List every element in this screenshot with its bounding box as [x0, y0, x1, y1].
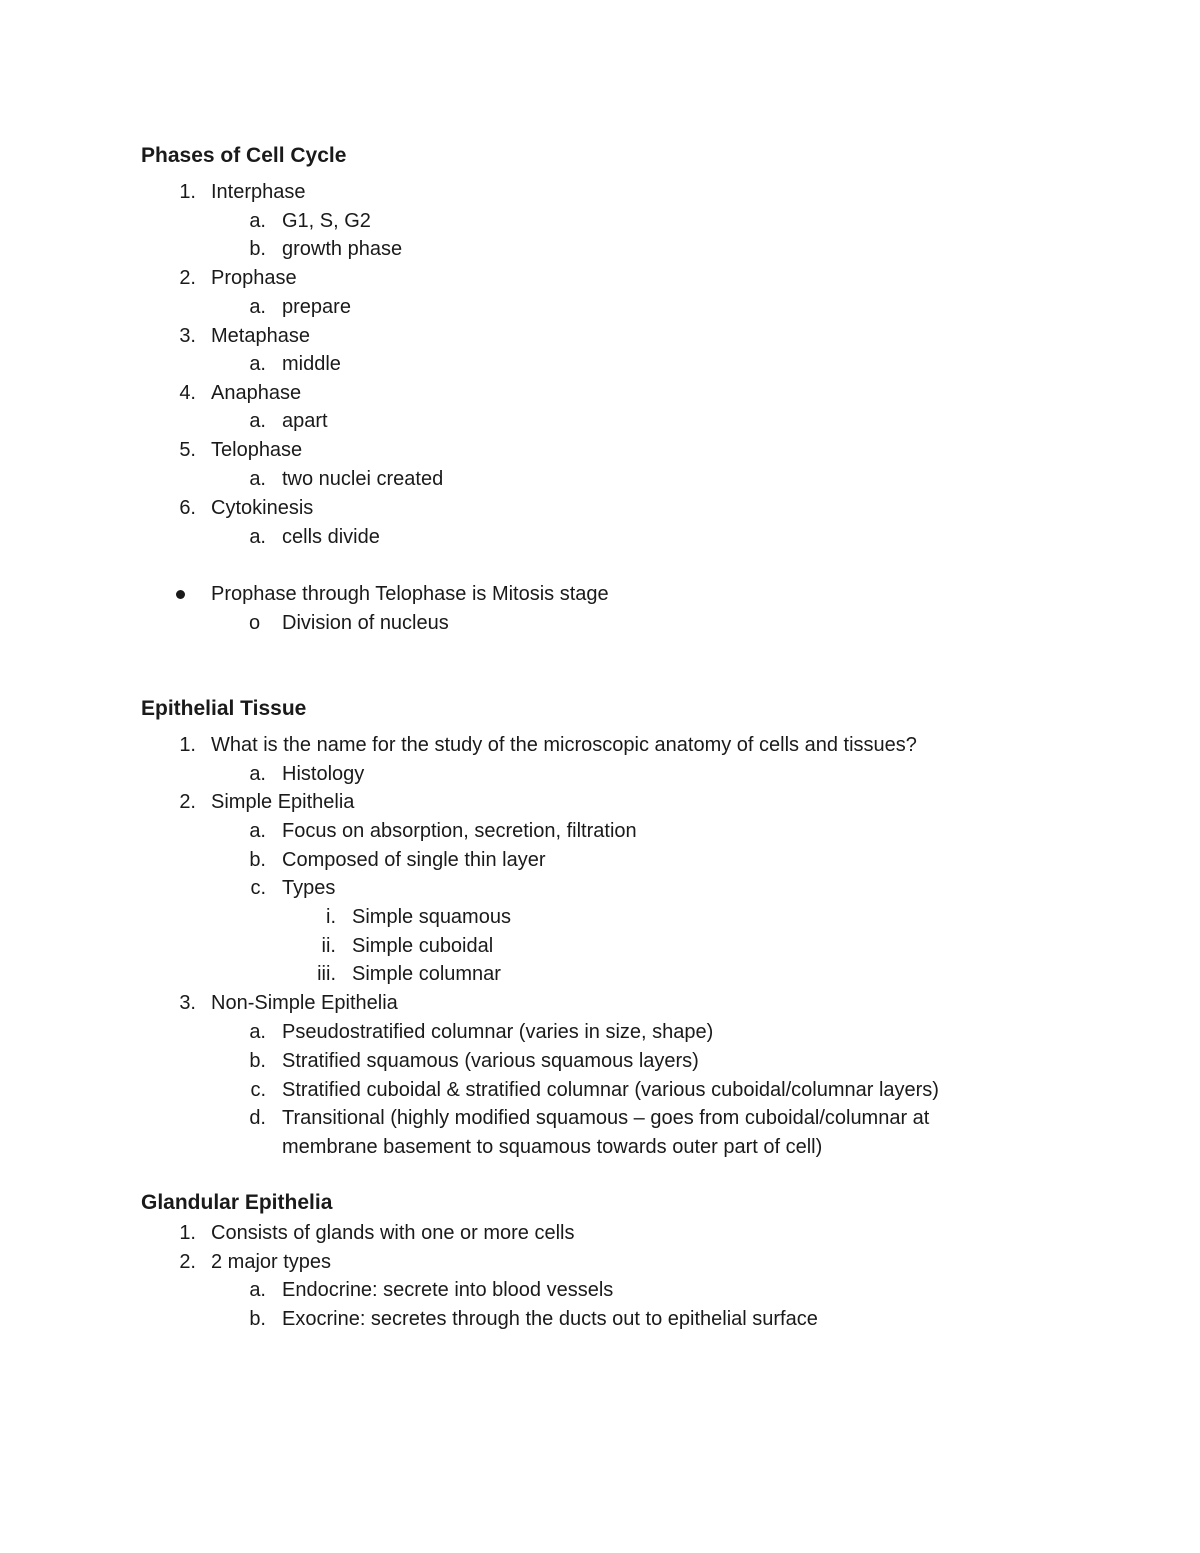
- list-marker: c.: [250, 877, 266, 899]
- list-marker: 2.: [179, 1251, 196, 1273]
- list-item-text: Non-Simple Epithelia: [211, 992, 398, 1014]
- list-item-text: middle: [282, 353, 341, 375]
- list-marker: a.: [249, 820, 266, 842]
- list-item-text: Simple squamous: [352, 906, 511, 928]
- section-heading-epithelial-tissue: Epithelial Tissue: [141, 697, 307, 720]
- list-item-text: two nuclei created: [282, 468, 444, 490]
- section-heading-cell-cycle: Phases of Cell Cycle: [141, 144, 347, 167]
- list-marker: a.: [249, 210, 266, 232]
- list-item-text: Types: [282, 877, 336, 899]
- list-item-text: Prophase: [211, 267, 297, 289]
- list-marker: 2.: [179, 267, 196, 289]
- list-item-text: Endocrine: secrete into blood vessels: [282, 1279, 614, 1301]
- list-item-text: Stratified squamous (various squamous layers): [282, 1050, 699, 1072]
- list-item-text: Cytokinesis: [211, 497, 314, 519]
- list-item-text: prepare: [282, 296, 351, 318]
- list-item-text: Stratified cuboidal & stratified columnar (various cuboidal/columnar layers): [282, 1079, 939, 1101]
- list-marker: b.: [249, 849, 266, 871]
- list-marker: a.: [249, 353, 266, 375]
- list-marker: b.: [249, 1308, 266, 1330]
- list-item-text: Simple Epithelia: [211, 791, 355, 813]
- bullet-text: Prophase through Telophase is Mitosis stage: [211, 583, 609, 605]
- list-marker: 1.: [179, 181, 196, 203]
- list-marker: a.: [249, 763, 266, 785]
- list-item-text: Interphase: [211, 181, 306, 203]
- list-marker: b.: [249, 1050, 266, 1072]
- list-item-text: membrane basement to squamous towards outer part of cell): [282, 1136, 823, 1158]
- list-item-text: Pseudostratified columnar (varies in size, shape): [282, 1021, 714, 1043]
- section-heading-glandular-epithelia: Glandular Epithelia: [141, 1191, 333, 1214]
- list-marker: 1.: [179, 734, 196, 756]
- list-marker: a.: [249, 1021, 266, 1043]
- list-item-text: G1, S, G2: [282, 210, 371, 232]
- list-marker: ii.: [321, 935, 336, 957]
- bullet-text: Division of nucleus: [282, 612, 449, 634]
- list-marker: i.: [326, 906, 336, 928]
- list-marker: iii.: [317, 963, 336, 985]
- list-item-text: Composed of single thin layer: [282, 849, 546, 871]
- list-marker: a.: [249, 526, 266, 548]
- list-marker: 1.: [179, 1222, 196, 1244]
- list-marker: a.: [249, 296, 266, 318]
- circle-bullet-icon: o: [249, 612, 261, 634]
- list-item-text: Metaphase: [211, 325, 310, 347]
- list-marker: a.: [249, 468, 266, 490]
- list-marker: 5.: [179, 439, 196, 461]
- list-item-text: cells divide: [282, 526, 380, 548]
- list-item-text: Telophase: [211, 439, 303, 461]
- list-marker: d.: [249, 1107, 266, 1129]
- bullet-dot-icon: [176, 590, 185, 599]
- list-marker: 6.: [179, 497, 196, 519]
- list-item-text: Simple cuboidal: [352, 935, 494, 957]
- list-item-text: apart: [282, 410, 328, 432]
- list-marker: b.: [249, 238, 266, 260]
- list-item-text: What is the name for the study of the microscopic anatomy of cells and tissues?: [211, 734, 917, 756]
- list-marker: 2.: [179, 791, 196, 813]
- list-marker: a.: [249, 410, 266, 432]
- list-item-text: Transitional (highly modified squamous – goes from cuboidal/columnar at: [282, 1107, 930, 1129]
- list-item-text: Anaphase: [211, 382, 302, 404]
- list-item-text: Focus on absorption, secretion, filtration: [282, 820, 637, 842]
- list-item-text: Exocrine: secretes through the ducts out to epithelial surface: [282, 1308, 818, 1330]
- list-marker: 4.: [179, 382, 196, 404]
- list-item-text: Histology: [282, 763, 365, 785]
- list-item-text: Consists of glands with one or more cells: [211, 1222, 575, 1244]
- list-marker: 3.: [179, 992, 196, 1014]
- list-item-text: growth phase: [282, 238, 403, 260]
- list-marker: c.: [250, 1079, 266, 1101]
- list-marker: 3.: [179, 325, 196, 347]
- list-item-text: Simple columnar: [352, 963, 501, 985]
- list-item-text: 2 major types: [211, 1251, 332, 1273]
- list-marker: a.: [249, 1279, 266, 1301]
